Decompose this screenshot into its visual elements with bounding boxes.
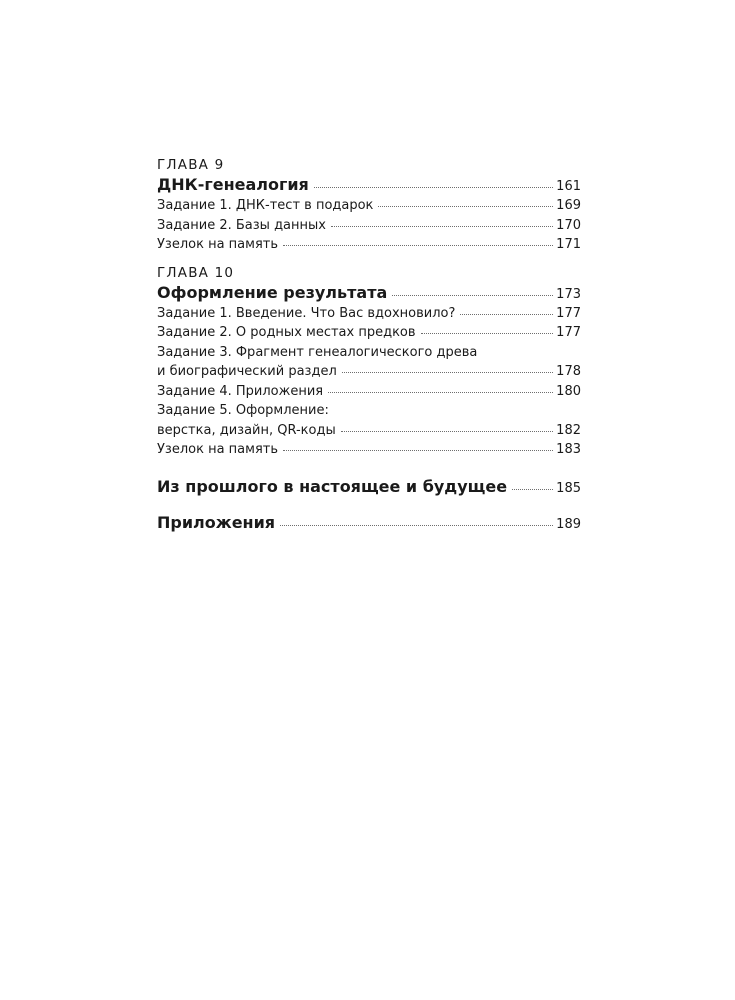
toc-entry[interactable]: [157, 304, 581, 324]
page-number: 189: [556, 516, 581, 532]
page-number: 177: [556, 325, 581, 340]
entry-title: Задание 2. О родных местах предков: [157, 325, 416, 340]
entry-title: Задание 1. Введение. Что Вас вдохновило?: [157, 305, 456, 321]
chapter-10-label: ГЛАВА 10: [157, 264, 235, 281]
dot-leader: [378, 206, 553, 207]
chapter-9-label: ГЛАВА 9: [157, 157, 225, 173]
page-number: 171: [556, 237, 581, 252]
entry-title: Задание 1. ДНК-тест в подарок: [157, 198, 374, 213]
page-number: 170: [556, 217, 581, 233]
section-entry-future[interactable]: [157, 476, 581, 498]
toc-entry[interactable]: [157, 440, 581, 460]
toc-entry[interactable]: [157, 196, 581, 216]
page-number: 182: [556, 422, 581, 438]
page-number: 178: [556, 364, 581, 379]
entry-title-line-1[interactable]: Задание 5. Оформление:: [157, 403, 329, 418]
page-number: 183: [556, 442, 581, 457]
entry-title-line-1[interactable]: Задание 3. Фрагмент генеалогического древа: [157, 344, 478, 360]
dot-leader: [342, 372, 553, 373]
page-number: 185: [556, 480, 581, 496]
section-title: Из прошлого в настоящее и будущее: [157, 476, 508, 496]
page-number: 169: [556, 198, 581, 213]
dot-leader: [283, 245, 553, 246]
dot-leader: [460, 314, 553, 315]
dot-leader: [283, 450, 553, 451]
chapter-title: ДНК-генеалогия: [157, 175, 309, 194]
chapter-10-title-entry[interactable]: [157, 282, 581, 304]
toc-entry[interactable]: [157, 382, 581, 402]
dot-leader: [331, 226, 553, 227]
toc-entry[interactable]: [157, 362, 581, 382]
chapter-title: Оформление результата: [157, 282, 388, 302]
page-number: 177: [556, 305, 581, 321]
section-title: Приложения: [157, 512, 276, 532]
page-number: 173: [556, 286, 581, 302]
dot-leader: [280, 525, 553, 526]
entry-title: Задание 4. Приложения: [157, 383, 324, 399]
entry-title-line-2: верстка, дизайн, QR-коды: [157, 422, 336, 438]
entry-title: Задание 2. Базы данных: [157, 217, 326, 233]
entry-title-line-2: и биографический раздел: [157, 364, 337, 379]
dot-leader: [314, 187, 553, 188]
toc-entry[interactable]: [157, 216, 581, 236]
dot-leader: [328, 392, 553, 393]
dot-leader: [341, 431, 553, 432]
entry-title: Узелок на память: [157, 237, 279, 252]
toc-entry[interactable]: [157, 421, 581, 441]
chapter-9-title-entry[interactable]: [157, 174, 581, 196]
toc-entry[interactable]: [157, 235, 581, 255]
dot-leader: [512, 489, 553, 490]
page-number: 180: [556, 383, 581, 399]
toc-entry[interactable]: [157, 323, 581, 343]
table-of-contents: [157, 157, 581, 534]
dot-leader: [392, 295, 553, 296]
section-entry-appendices[interactable]: [157, 512, 581, 534]
page-number: 161: [556, 179, 581, 194]
dot-leader: [421, 333, 554, 334]
entry-title: Узелок на память: [157, 442, 279, 457]
